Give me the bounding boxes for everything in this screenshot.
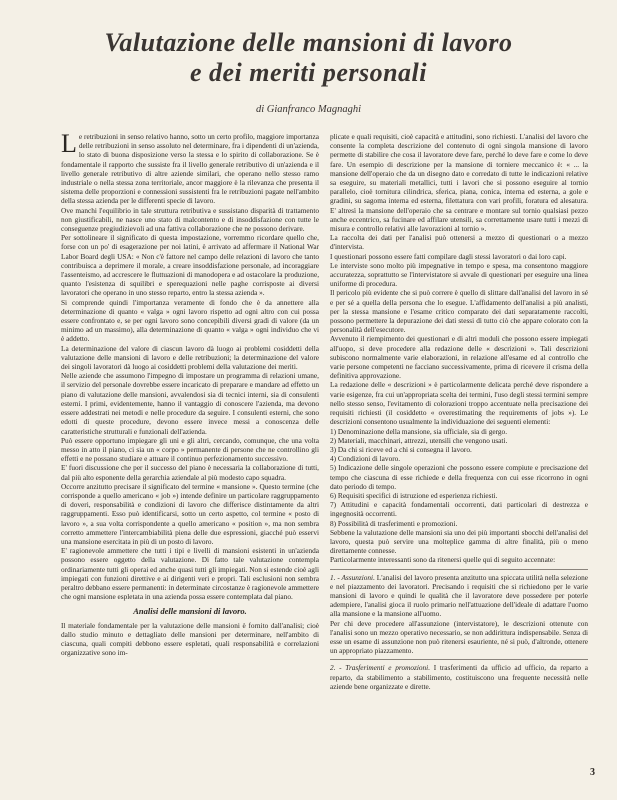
list-item: 4) Condizioni di lavoro. bbox=[330, 454, 401, 464]
paragraph: Occorre anzitutto precisare il significato del termine « mansione ». Questo termine (che corrisponde a quello americano « job ») intende definire un particolare raggruppamento di doveri, responsabilità e condizioni di lavoro che differisce distintamente da altri raggruppamenti. Esso può identificarsi, sotto un certo aspetto, col termine « posto di lavoro », a sua volta corrispondente a quello americano « position », ma non sembra corretto ammettere l'intercambiabilità piena delle due espressioni, giacché può esservi una mansione esercitata in più di un posto di lavoro. bbox=[61, 481, 319, 546]
paragraph: La raccolta dei dati per l'analisi può ottenersi a mezzo di questionari o a mezzo d'intervista. bbox=[330, 233, 588, 252]
paragraph bbox=[330, 573, 588, 619]
left-column bbox=[61, 132, 319, 772]
title-line-2: e dei meriti personali bbox=[189, 58, 428, 87]
right-column bbox=[330, 132, 588, 782]
paragraph: Per sottolineare il significato di questa impostazione, vorremmo ricordare quello che, forse con un po' di esagerazione per noi latini, è arrivato ad affermare il National War Labor Board degli USA: « Non c'è fattore nel campo delle relazioni di lavoro che tanto contribuisca a deprimere il morale, a creare insoddisfazione personale, ad incoraggiare l'assenteismo, ad accrescere le fluttuazioni di manodopera e ad ostacolare la produzione, quanto l'esistenza di squilibri e sperequazioni nelle paghe corrisposte ai diversi lavoratori che operano in uno stesso reparto, entro la stessa azienda ». bbox=[61, 233, 319, 298]
paragraph: Le retribuzioni in senso relativo hanno, sotto un certo profilo, maggiore importanza delle retribuzioni in senso assoluto nel determinare, fra i dipendenti di un'azienda, lo stato di buona disposizione verso la stessa e lo spirito di collaborazione. Se è fondamentale il rapporto che sussiste fra il livello generale retributivo di un'azienda e il livello generale retributivo di altre aziende similari, che operano nello stesso ramo industriale o nella stessa zona territoriale, ancor maggiore è la rilevanza che presenta il sistema delle proporzioni e connessioni sussistenti fra le retribuzioni pagate nell'ambito della stessa azienda per le differenti specie di lavoro. bbox=[61, 132, 319, 206]
list-item: 2) Materiali, macchinari, attrezzi, utensili che vengono usati. bbox=[330, 435, 508, 445]
paragraph: Particolarmente interessanti sono da ritenersi quelle qui di seguito accennate: bbox=[330, 555, 556, 565]
page-number: 3 bbox=[590, 767, 595, 778]
item-text: L'analisi del lavoro presenta anzitutto una spiccata utilità nella selezione e nel piazzamento dei lavoratori. Precisando i requisiti che si richiedono per le varie mansioni di lavoro e quindi le qualità che il lavoratore deve possedere per poterle adempiere, l'analisi gioca il ruolo primario nell'attuazione dell'ideale di adattare l'uomo alla mansione e la mansione all'uomo. bbox=[330, 572, 588, 619]
paragraph: E' ragionevole ammettere che tutti i tipi e livelli di mansioni esistenti in un'azienda possono essere oggetto della valutazione. Di fatto tale valutazione contempla ordinariamente tutti gli operai ed anche quasi tutti gli impiegati. Non si estende cioè agli impiegati con funzioni direttive e ai dirigenti veri e propri. Tali esclusioni non sembra peraltro debbano essere permanenti: in determinate circostanze è ragionevole ammettere che ogni mansione espletata in una azienda possa essere contemplata dal piano. bbox=[61, 546, 319, 602]
paragraph: Si comprende quindi l'importanza veramente di fondo che è da annettere alla determinazione di quanto « valga » ogni lavoro rispetto ad ogni altro con cui possa essere confrontato e, se per ogni lavoro sono concepibili diversi gradi di valore (da un minimo ad un massimo), alla determinazione di quanto « valga » ogni individuo che vi è addetto. bbox=[61, 297, 319, 344]
byline-prefix: di bbox=[256, 104, 265, 115]
list-item: 5) Indicazione delle singole operazioni che possono essere compiute e precisazione del tempo che ciascuna di esse richiede e della frequenza con cui esse ricorrono in ogni dato periodo di tempo. bbox=[330, 463, 588, 491]
paragraph: Può essere opportuno impiegare gli uni e gli altri, cercando, comunque, che una volta messo in atto il piano, ci sia un « corpo » permanente di persone che ne controllino gli effetti e ne possano studiare e attuare il continuo perfezionamento successivo. bbox=[61, 435, 319, 464]
divider bbox=[330, 569, 588, 570]
paragraph: Per chi deve procedere all'assunzione (intervistatore), le descrizioni ottenute con l'analisi sono un mezzo operativo necessario, se non addirittura indispensabile. Senza di esse un esame di assunzione non può ritenersi esauriente, né si può, d'altronde, ottenere un appropriato piazzamento. bbox=[330, 618, 588, 656]
paragraph: Avvenuto il riempimento dei questionari e di altri moduli che possono essere impiegati all'uopo, si deve procedere alla redazione delle « descrizioni ». Tali descrizioni subiscono normalmente varie elaborazioni, in relazione all'esame ed al controllo che varie persone competenti ne facciano successivamente, prima di ricevere il crisma della definitiva approvazione. bbox=[330, 334, 588, 381]
list-item: 1) Denominazione della mansione, sia ufficiale, sia di gergo. bbox=[330, 426, 508, 436]
paragraph: Il materiale fondamentale per la valutazione delle mansioni è fornito dall'analisi; cioè dallo studio minuto e dettagliato delle mansioni per determinare, nell'ambito di ciascuna, quali compiti debbono essere espletati, quali responsabilità e correlazioni organizzative sono im- bbox=[61, 620, 319, 658]
item-label: 2. - Trasferimenti e promozioni. bbox=[330, 663, 431, 673]
byline bbox=[0, 104, 617, 115]
paragraph: Le interviste sono molto più impegnative in tempo e spesa, ma consentono maggiore accuratezza, soprattutto se l'intervistatore si avvale di questionari per eseguire una linea uniforme di procedura. bbox=[330, 260, 588, 289]
item-text: I trasferimenti da ufficio ad ufficio, da reparto a reparto, da stabilimento a stabilimento, costituiscono una frequente necessità nelle aziende bene organizzate e dirette. bbox=[330, 663, 588, 691]
list-item: 8) Possibilità di trasferimenti e promozioni. bbox=[330, 518, 458, 528]
paragraph: Il pericolo più evidente che si può correre è quello di slittare dall'analisi del lavoro in sé e per sé a quella della persona che lo esegue. L'affidamento dell'analisi a più analisti, per la stessa mansione e l'esame critico comparato dei dati separatamente raccolti, possono permettere la depurazione dei dati stessi di tutto ciò che appare colorato con la personalità dell'esecutore. bbox=[330, 288, 588, 335]
author-name: Gianfranco Magnaghi bbox=[266, 104, 361, 115]
list-item: 6) Requisiti specifici di istruzione ed esperienza richiesti. bbox=[330, 490, 498, 500]
paragraph: I questionari possono essere fatti compilare dagli stessi lavoratori o dai loro capi. bbox=[330, 251, 567, 261]
title-line-1: Valutazione delle mansioni di lavoro bbox=[104, 28, 513, 57]
section-heading: Analisi delle mansioni di lavoro. bbox=[133, 606, 247, 617]
paragraph: plicate e quali requisiti, cioè capacità e attitudini, sono richiesti. L'analisi del lavoro che consente la completa descrizione del contenuto di ogni singola mansione di lavoro permette di stabilire che cosa il lavoratore deve fare, perché lo deve fare e come lo deve fare. Un esempio di descrizione per la mansione di torniere meccanico è: « ... la mansione dell'operaio che da un disegno dato e corredato di tutte le indicazioni relative sa eseguire, su materiali metallici, tutti i lavori che si possono eseguire al tornio parallelo, cioè tornitura cilindrica, sferica, piana, conica, interna ed esterna, a gole e gradini, su sagoma interna ed esterna, filettatura con vari profili, foratura ed alesatura. E' altresì la mansione dell'operaio che sa centrare e montare sul tornio qualsiasi pezzo anche eccentrico, sa fucinare ed affilare utensili, sa correttamente usare tutti i mezzi di misura e controllo relativi alle lavorazioni al tornio ». bbox=[330, 132, 588, 234]
paragraph: Ove manchi l'equilibrio in tale struttura retributiva e sussistano disparità di trattamento non giustificabili, ne nasce uno stato di malcontento e di insoddisfazione con tutte le conseguenze pregiudizievoli ad una fattiva collaborazione che ne possono derivare. bbox=[61, 205, 319, 234]
paragraph: Sebbene la valutazione delle mansioni sia uno dei più importanti sbocchi dell'analisi del lavoro, questa può servire una molteplice gamma di altre finalità, più o meno direttamente connesse. bbox=[330, 527, 588, 556]
divider bbox=[330, 659, 588, 660]
item-label: 1. - Assunzioni. bbox=[330, 572, 375, 582]
paragraph: Nelle aziende che assumono l'impegno di impostare un programma di relazioni umane, il servizio del personale dovrebbe essere incaricato di preparare e mandare ad effetto un piano di valutazione delle mansioni, avvalendosi sia di tecnici interni, sia di consulenti esterni. I primi, evidentemente, hanno il vantaggio di conoscere l'azienda, ma devono essere addestrati nei metodi e nelle procedure da seguire. I consulenti esterni, che sono edotti di queste procedure, devono essere invece messi a conoscenza delle caratteristiche strutturali e funzionali dell'azienda. bbox=[61, 371, 319, 436]
paragraph: La redazione delle « descrizioni » è particolarmente delicata perché deve rispondere a varie esigenze, fra cui un'appropriata scelta dei termini, l'uso degli stessi termini sempre nello stesso senso, l'evitamento di colorazioni troppo accentuate nella precisazione dei requisiti richiesti (il cosiddetto « overestimating the requirements of jobs »). Le descrizioni consentono usualmente la individuazione dei seguenti elementi: bbox=[330, 380, 588, 427]
article-title bbox=[0, 28, 617, 88]
paragraph bbox=[330, 663, 588, 691]
list-item: 3) Da chi si riceve ed a chi si consegna il lavoro. bbox=[330, 444, 472, 454]
list-item: 7) Attitudini e capacità fondamentali occorrenti, dati particolari di destrezza e ingegnosità occorrenti. bbox=[330, 500, 588, 519]
paragraph: La determinazione del valore di ciascun lavoro dà luogo ai problemi cosiddetti della valutazione delle mansioni di lavoro e delle retribuzioni; la determinazione del valore dei singoli lavoratori dà luogo ai cosiddetti problemi della valutazione dei meriti. bbox=[61, 343, 319, 372]
paragraph: E' fuori discussione che per il successo del piano è necessaria la collaborazione di tutti, dal più alto esponente della gerarchia aziendale al più modesto capo squadra. bbox=[61, 463, 319, 482]
